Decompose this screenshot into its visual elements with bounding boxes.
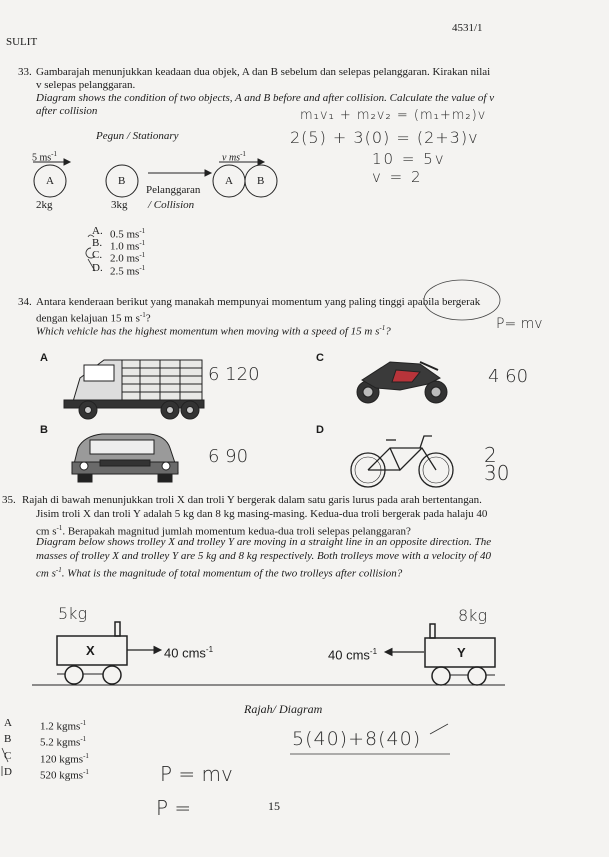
q33-number: 33. — [18, 66, 32, 78]
q33-collision-malay: Pelanggaran — [146, 184, 201, 196]
q35-hw-working: 5(40)+8(40) — [292, 728, 422, 750]
q33-after-a-label: A — [225, 175, 233, 187]
trolley-y-label: Y — [457, 645, 466, 660]
q33-option-d[interactable]: 2.5 $ms^{-1}$ — [110, 264, 146, 278]
q34-malay-line2: dengan kelajuan 15 m $s^{-1}$? — [36, 311, 151, 325]
q35-hw-formula2: P = — [156, 796, 192, 820]
q33-option-d-letter: D. — [92, 262, 103, 274]
q35-malay-line2: Jisim troli X dan troli Y adalah 5 kg dan 8 kg masing-masing. Kedua-dua troli bergerak pada halaju 40 — [36, 508, 488, 520]
q33-option-a[interactable]: 0.5 $ms^{-1}$ — [110, 227, 146, 241]
q35-hw-mass-y: 8kg — [458, 606, 488, 625]
q34-hw-d: 2 30 — [484, 443, 510, 485]
q34-malay-line1: Antara kenderaan berikut yang manakah mempunyai momentum yang paling tinggi apabila bergerak — [36, 296, 481, 308]
q33-english-line1: Diagram shows the condition of two objects, A and B before and after collision. Calculate the value of v — [36, 92, 495, 104]
q34-number: 34. — [18, 296, 32, 308]
q33-malay-line1: Gambarajah menunjukkan keadaan dua objek, A dan B sebelum dan selepas pelanggaran. Kirakan nilai — [36, 66, 491, 78]
header-code: 4531/1 — [452, 22, 483, 34]
page-number: 15 — [268, 799, 280, 813]
q35-hw-formula1: P = mv — [160, 762, 233, 786]
q35-option-c-letter: C — [4, 750, 12, 762]
q33-hw-line2: 2(5) + 3(0) = (2+3)v — [290, 128, 479, 147]
q35-option-d[interactable]: 520 kgms$^{-1}$ — [40, 768, 89, 782]
q35-option-d-letter: D — [4, 766, 12, 778]
q35-diagram-caption: Rajah/ Diagram — [244, 702, 323, 716]
q34-label-d: D — [316, 424, 324, 436]
q33-option-c[interactable]: 2.0 $ms^{-1}$ — [110, 251, 146, 265]
q35-velocity-x: 40 cms$^{-1}$ — [164, 645, 214, 661]
q33-option-c-letter: C. — [92, 249, 103, 261]
q33-english-line2: after collision — [36, 105, 98, 117]
q33-option-b-letter: B. — [92, 237, 103, 249]
q33-ball-a-label: A — [46, 175, 54, 187]
q35-malay-line1: Rajah di bawah menunjukkan troli X dan troli Y bergerak dalam satu garis lurus pada arah bertentangan. — [22, 494, 482, 506]
q33-option-a-letter: A. — [92, 225, 103, 237]
q33-hw-line4: v = 2 — [372, 168, 423, 186]
q35-english-line3: cm $s^{-1}$. What is the magnitude of total momentum of the two trolleys after collision? — [36, 566, 403, 580]
q35-malay-line3: cm $s^{-1}$. Berapakah magnitud jumlah momentum kedua-dua troli selepas pelanggaran? — [36, 524, 411, 538]
q33-mass-a: 2kg — [36, 199, 53, 211]
q33-hw-line3: 10 = 5v — [372, 150, 446, 168]
q34-hw-formula: P= mv — [496, 316, 543, 332]
header-sulit: SULIT — [6, 36, 38, 48]
q34-english: Which vehicle has the highest momentum when moving with a speed of 15 m $s^{-1}$? — [36, 324, 391, 338]
q33-velocity-a: 5 $ms^{-1}$ — [32, 150, 58, 164]
q33-velocity-after: v $ms^{-1}$ — [222, 150, 246, 164]
q33-ball-b-label: B — [118, 175, 126, 187]
q35-english-line2: masses of trolley X and trolley Y are 5 kg and 8 kg respectively. Both trolleys move with a velocity of 40 — [36, 550, 491, 562]
q35-option-a-letter: A — [4, 717, 12, 729]
q33-malay-line2: v selepas pelanggaran. — [36, 79, 136, 91]
q34-hw-a: 6 120 — [208, 364, 260, 385]
q35-velocity-y: 40 cms$^{-1}$ — [328, 647, 378, 663]
q35-number: 35. — [2, 494, 16, 506]
q33-collision-english: / Collision — [148, 199, 195, 211]
q34-hw-c: 4 60 — [488, 366, 529, 387]
trolley-x-label: X — [86, 643, 95, 658]
q33-option-b[interactable]: 1.0 $ms^{-1}$ — [110, 239, 146, 253]
q35-option-b-letter: B — [4, 733, 12, 745]
q33-after-b-label: B — [257, 175, 265, 187]
q34-label-c: C — [316, 352, 324, 364]
q35-option-b[interactable]: 5.2 kgms$^{-1}$ — [40, 735, 87, 749]
q34-hw-b: 6 90 — [208, 446, 249, 467]
q35-option-a[interactable]: 1.2 kgms$^{-1}$ — [40, 719, 87, 733]
q33-hw-line1: m₁v₁ + m₂v₂ = (m₁+m₂)v — [300, 108, 487, 123]
q35-hw-mass-x: 5kg — [58, 604, 88, 623]
q34-label-a: A — [40, 352, 48, 364]
q35-english-line1: Diagram below shows trolley X and trolley Y are moving in a straight line in an opposite direction. The — [36, 536, 492, 548]
q34-label-b: B — [40, 424, 48, 436]
q33-mass-b: 3kg — [111, 199, 128, 211]
q33-diagram-title: Pegun / Stationary — [96, 130, 179, 142]
q35-option-c[interactable]: 120 kgms$^{-1}$ — [40, 752, 89, 766]
